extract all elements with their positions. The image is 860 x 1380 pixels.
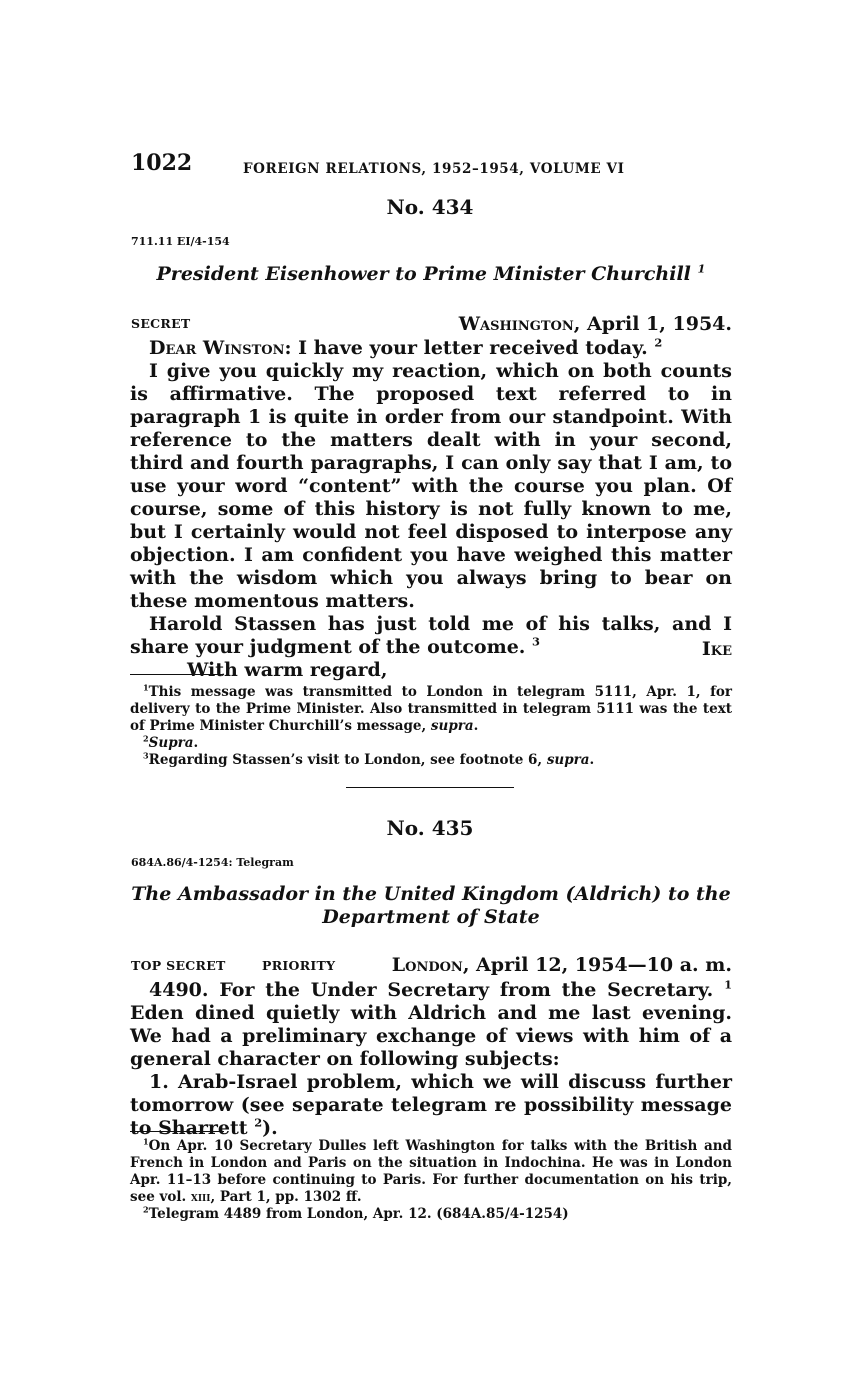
footnote-ref: 1 <box>724 977 732 992</box>
footnote-rule <box>130 674 224 675</box>
footnote-rule <box>130 1131 224 1132</box>
footnote-text: Regarding Stassen’s visit to London, see footnote 6, <box>148 752 543 768</box>
footnote <box>130 1138 732 1206</box>
footnote-ref: 1 <box>697 261 706 276</box>
letter-body <box>130 337 732 682</box>
classification: TOP SECRET <box>131 958 226 973</box>
dateline <box>392 954 732 976</box>
footnote-mark: 3 <box>143 750 149 761</box>
footnote <box>130 684 732 735</box>
file-number: 684A.86/4-1254: Telegram <box>131 856 294 869</box>
body-paragraph <box>130 979 732 1071</box>
document-title-line: Department of State <box>322 906 540 928</box>
document-title-text: President Eisenhower to Prime Minister Churchill <box>156 263 691 285</box>
footnotes <box>130 684 732 769</box>
classification: SECRET <box>131 316 191 331</box>
document-title <box>130 883 732 929</box>
salutation <box>130 337 732 360</box>
document-title-line: The Ambassador in the United Kingdom (Aldrich) to the <box>131 883 731 905</box>
dateline <box>459 313 732 335</box>
footnote-mark: 2 <box>143 733 149 744</box>
footnote-end: . <box>589 752 595 768</box>
footnote-mark: 1 <box>143 682 149 693</box>
dateline-place: Washington <box>458 313 574 335</box>
body-paragraph: I give you quickly my reaction, which on both counts is affirmative. The proposed text referred to in paragraph 1 is quite in order from our standpoint. With reference to the matters dealt with in your second, third and fourth paragraphs, I can only say that I am, to use your word “content” with the course you plan. Of course, some of this history is not fully known to me, but I certainly would not feel disposed to interpose any objection. I am confident you have weighed this matter with the wisdom which you always bring to bear on these momentous matters. <box>130 360 732 612</box>
document-separator <box>346 787 514 788</box>
footnote <box>130 1206 732 1223</box>
footnote <box>130 735 732 752</box>
body-paragraph-start: 4490. For the Under Secretary from the Secretary. <box>149 979 714 1001</box>
footnote-supra: supra <box>546 752 590 768</box>
footnote-text: This message was transmitted to London in telegram 5111, Apr. 1, for delivery to the Prime Minister. Also transmitted in telegram 5111 was the text of Prime Minister Churchill’s message, <box>130 684 732 734</box>
footnote-text: Supra <box>148 735 194 751</box>
footnote-volume: xiii <box>190 1189 211 1205</box>
salutation-name: Dear Winston <box>149 337 285 359</box>
running-head: FOREIGN RELATIONS, 1952–1954, VOLUME VI <box>243 161 625 177</box>
telegram-body <box>130 979 732 1140</box>
footnote-text: On Apr. 10 Secretary Dulles left Washington for talks with the British and French in London and Paris on the situation in Indochina. He was in London Apr. 11–13 before continuing to Paris. For further documentation on his trip, see vol. <box>130 1138 732 1205</box>
footnote-supra: supra <box>430 718 474 734</box>
body-paragraph-text: 1. Arab-Israel problem, which we will discuss further tomorrow (see separate telegram re possibility message to Sharrett <box>130 1071 732 1139</box>
body-paragraph-rest: Eden dined quietly with Aldrich and me last evening. We had a preliminary exchange of views with him of a general character on following subjects: <box>130 1002 732 1070</box>
footnote-mark: 1 <box>143 1136 149 1147</box>
body-paragraph <box>130 613 732 659</box>
priority: PRIORITY <box>262 958 336 973</box>
footnote <box>130 752 732 769</box>
dateline-date: , April 1, 1954. <box>573 313 732 335</box>
dateline-place: London <box>391 954 463 976</box>
document-title <box>130 263 732 285</box>
dateline-date: , April 12, 1954—10 a. m. <box>462 954 732 976</box>
footnote-text: Telegram 4489 from London, Apr. 12. (684A.85/4-1254) <box>148 1206 569 1222</box>
footnote-mark: 2 <box>143 1204 149 1215</box>
footnote-ref: 2 <box>254 1115 263 1130</box>
body-paragraph <box>130 1071 732 1140</box>
body-paragraph-text: Harold Stassen has just told me of his talks, and I share your judgment of the outcome. <box>130 613 732 658</box>
closing: With warm regard, <box>187 659 388 681</box>
footnotes <box>130 1138 732 1223</box>
document-number: No. 435 <box>386 816 474 840</box>
body-paragraph-end: ). <box>262 1117 278 1139</box>
document-number: No. 434 <box>386 195 474 219</box>
footnote-ref: 3 <box>532 634 540 649</box>
signature: Ike <box>701 638 732 660</box>
footnote-end: , Part 1, pp. 1302 ff. <box>210 1189 362 1205</box>
page-number: 1022 <box>131 150 193 176</box>
footnote-end: . <box>473 718 479 734</box>
footnote-end: . <box>193 735 199 751</box>
salutation-text: : I have your letter received today. <box>284 337 648 359</box>
file-number: 711.11 EI/4-154 <box>131 235 230 248</box>
footnote-ref: 2 <box>654 335 663 350</box>
